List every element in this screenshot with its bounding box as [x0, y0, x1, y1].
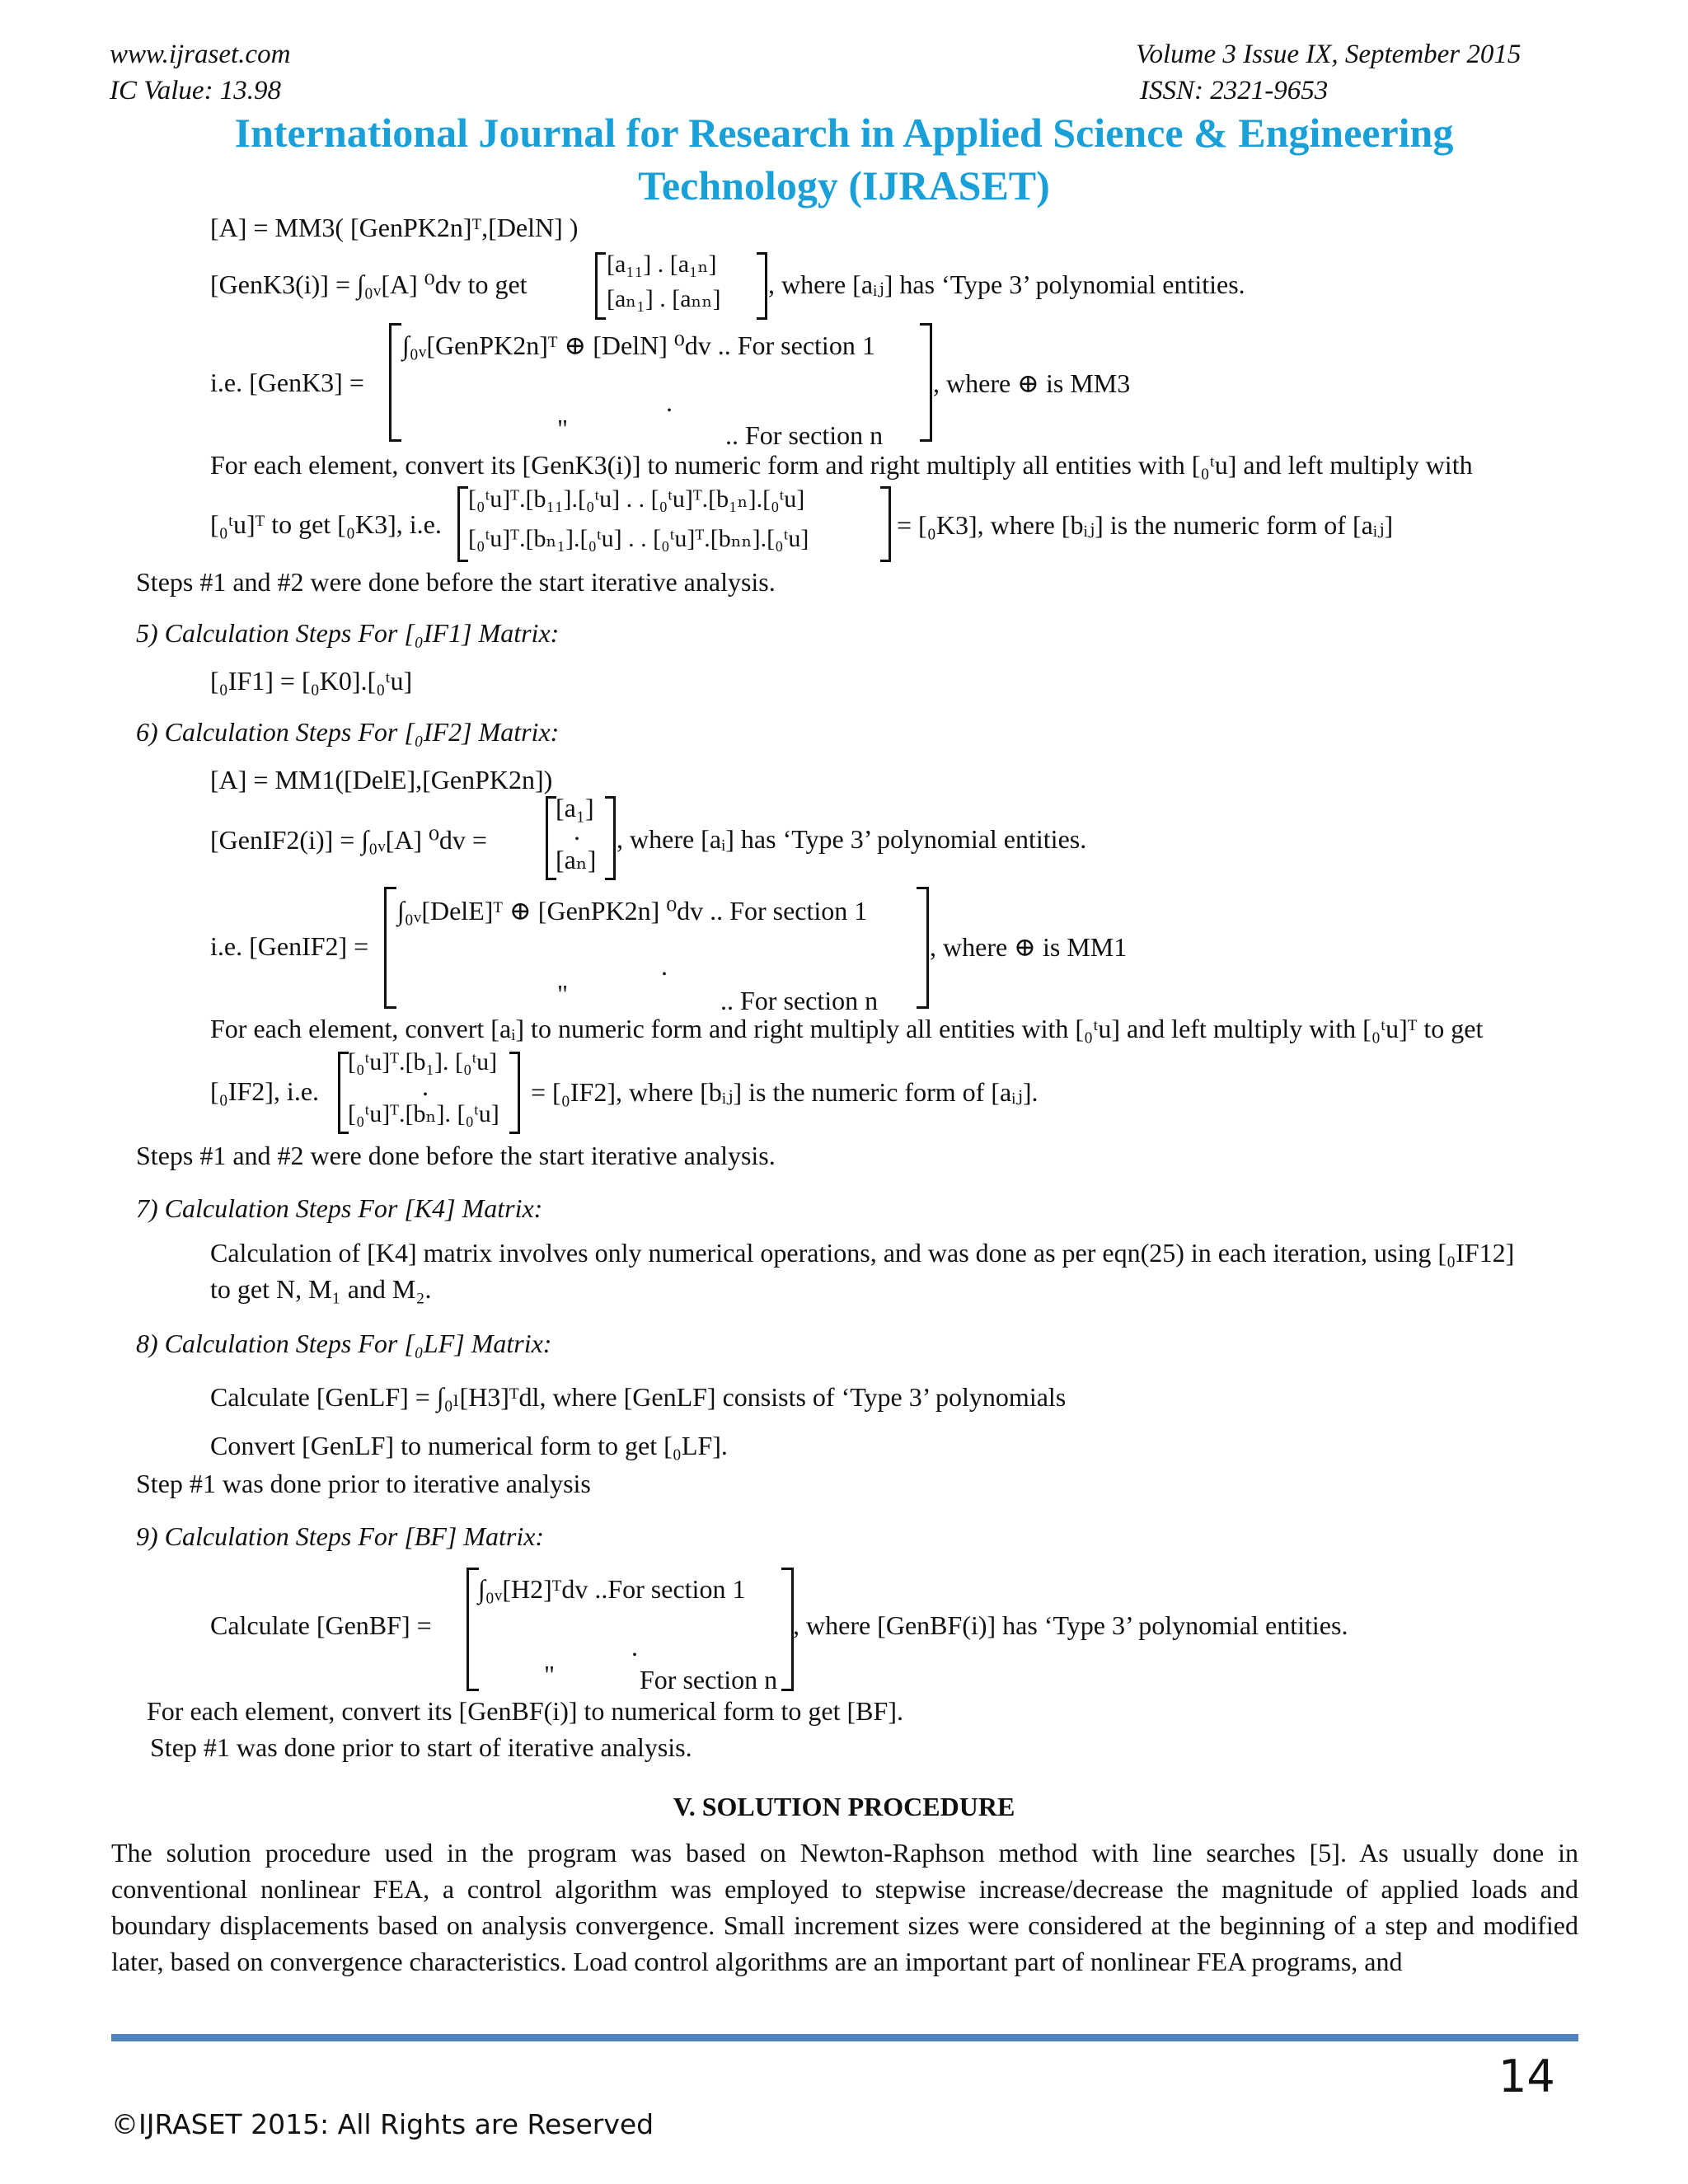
matrix-bracket-right	[605, 796, 616, 880]
matrix-bracket-right	[917, 887, 929, 1009]
genk3-row-ditto: "	[557, 414, 569, 443]
eq-if1: [₀IF1] = [₀K0].[₀ᵗu]	[210, 666, 413, 696]
eq-genif2-lhs: i.e. [GenIF2] =	[210, 931, 369, 961]
genif2i-m3: [aₙ]	[556, 845, 597, 874]
matrix-row-a11: [a₁₁] . [a₁ₙ]	[607, 251, 717, 278]
s8-text-line1: Calculate [GenLF] = ∫₀ₗ[H3]ᵀdl, where [GenLF] consists of ‘Type 3’ polynomials	[210, 1382, 1067, 1412]
genif2-row-dot: .	[661, 951, 668, 981]
eq-genk3-lhs: i.e. [GenK3] =	[210, 368, 364, 397]
genif2i-m2: .	[574, 816, 580, 846]
matrix-row-an1: [aₙ₁] . [aₙₙ]	[607, 285, 721, 312]
if2-conversion-text: For each element, convert [aᵢ] to numeric form and right multiply all entities with [₀ᵗu] and left multiply with [₀ᵗu]ᵀ to get	[210, 1014, 1484, 1043]
section-7-heading: 7) Calculation Steps For [K4] Matrix:	[136, 1193, 543, 1223]
eq-genif2-rhs: , where ⊕ is MM1	[930, 932, 1128, 962]
section-v-heading: V. SOLUTION PROCEDURE	[673, 1792, 1015, 1821]
genk3-row-sectionn: .. For section n	[725, 420, 884, 450]
genif2-row-ditto: "	[557, 979, 569, 1009]
if2-row3: [₀ᵗu]ᵀ.[bₙ]. [₀ᵗu]	[348, 1100, 499, 1127]
section-6-heading: 6) Calculation Steps For [₀IF2] Matrix:	[136, 717, 560, 747]
s8-text-line2: Convert [GenLF] to numerical form to get [₀LF].	[210, 1431, 728, 1460]
issn: ISSN: 2321-9653	[1140, 76, 1329, 105]
ic-value: IC Value: 13.98	[110, 76, 282, 105]
bf-conversion-text: For each element, convert its [GenBF(i)] to numerical form to get [BF].	[147, 1696, 903, 1726]
matrix-bracket-right	[920, 323, 932, 442]
volume-info: Volume 3 Issue IX, September 2015	[1136, 40, 1522, 69]
website-url[interactable]: www.ijraset.com	[110, 40, 291, 69]
k3-lhs: [₀ᵗu]ᵀ to get [₀K3], i.e.	[210, 509, 442, 539]
s7-text-line1: Calculation of [K4] matrix involves only numerical operations, and was done as per eqn(25) in each iteration, using [₀IF12]	[210, 1238, 1515, 1268]
copyright: ©IJRASET 2015: All Rights are Reserved	[111, 2108, 654, 2140]
genbf-row-section1: ∫₀ᵥ[H2]ᵀdv ..For section 1	[478, 1574, 746, 1604]
genif2-row-section1: ∫₀ᵥ[DelE]ᵀ ⊕ [GenPK2n] ⁰dv .. For section 1	[397, 896, 868, 926]
eq-a-mm3: [A] = MM3( [GenPK2n]ᵀ,[DelN] )	[210, 213, 579, 242]
genbf-row-dot: .	[631, 1632, 638, 1661]
if2-lhs: [₀IF2], i.e.	[210, 1076, 320, 1106]
steps-note-if2: Steps #1 and #2 were done before the start iterative analysis.	[136, 1141, 776, 1170]
genif2i-m1: [a₁]	[556, 793, 594, 823]
k3-conversion-text: For each element, convert its [GenK3(i)] to numeric form and right multiply all entities with [₀ᵗu] and left multiply with	[210, 450, 1473, 480]
eq-genbf-rhs: , where [GenBF(i)] has ‘Type 3’ polynomial entities.	[793, 1610, 1348, 1640]
k3-rhs: = [₀K3], where [bᵢⱼ] is the numeric form of [aᵢⱼ]	[897, 510, 1394, 540]
footer-rule	[111, 2034, 1578, 2041]
matrix-bracket-left	[595, 252, 606, 320]
page-number: 14	[1498, 2050, 1555, 2102]
eq-genk3i-rhs: , where [aᵢⱼ] has ‘Type 3’ polynomial entities.	[768, 269, 1245, 299]
k3-row2: [₀ᵗu]ᵀ.[bₙ₁].[₀ᵗu] . . [₀ᵗu]ᵀ.[bₙₙ].[₀ᵗu]	[468, 525, 809, 552]
genif2-row-sectionn: .. For section n	[720, 986, 879, 1015]
genk3-row-dot: .	[666, 387, 673, 417]
s7-text-line2: to get N, M₁ and M₂.	[210, 1274, 432, 1304]
eq-a-mm1: [A] = MM1([DelE],[GenPK2n])	[210, 765, 553, 794]
journal-title-line2: Technology (IJRASET)	[638, 162, 1050, 209]
section-v-paragraph: The solution procedure used in the program was based on Newton-Raphson method with line searches [5]. As usually done in conventional nonlinear FEA, a control algorithm was employed to stepwise increase/decrease the magnitude of applied loads and boundary displacements based on analysis convergence. Small increment sizes were considered at the beginning of a step and modified later, based on convergence characteristics. Load control algorithms are an important part of nonlinear FEA programs, and	[111, 1838, 1578, 1976]
eq-genbf-lhs: Calculate [GenBF] =	[210, 1610, 432, 1640]
section-8-heading: 8) Calculation Steps For [₀LF] Matrix:	[136, 1329, 552, 1358]
bf-step-note: Step #1 was done prior to start of iterative analysis.	[150, 1732, 692, 1762]
section-9-heading: 9) Calculation Steps For [BF] Matrix:	[136, 1521, 545, 1551]
matrix-bracket-right	[509, 1052, 520, 1134]
eq-genif2i-rhs: , where [aᵢ] has ‘Type 3’ polynomial entities.	[617, 824, 1087, 854]
journal-title-line1: International Journal for Research in Applied Science & Engineering	[234, 110, 1454, 156]
if2-rhs: = [₀IF2], where [bᵢⱼ] is the numeric form of [aᵢⱼ].	[531, 1077, 1039, 1107]
s8-step-note: Step #1 was done prior to iterative analysis	[136, 1469, 591, 1498]
if2-row1: [₀ᵗu]ᵀ.[b₁]. [₀ᵗu]	[348, 1048, 498, 1076]
matrix-bracket-right	[880, 486, 891, 562]
eq-genk3-rhs: , where ⊕ is MM3	[933, 368, 1131, 398]
if2-row2: .	[422, 1071, 429, 1101]
k3-row1: [₀ᵗu]ᵀ.[b₁₁].[₀ᵗu] . . [₀ᵗu]ᵀ.[b₁ₙ].[₀ᵗu]	[468, 485, 805, 513]
eq-genif2i-lhs: [GenIF2(i)] = ∫₀ᵥ[A] ⁰dv =	[210, 825, 487, 855]
matrix-bracket-left	[389, 323, 401, 442]
eq-genk3i-lhs: [GenK3(i)] = ∫₀ᵥ[A] ⁰dv to get	[210, 269, 528, 299]
steps-note-k3: Steps #1 and #2 were done before the start iterative analysis.	[136, 567, 776, 597]
genbf-row-ditto: "	[544, 1660, 556, 1690]
genbf-row-sectionn: For section n	[640, 1665, 778, 1694]
matrix-bracket-left	[467, 1568, 479, 1691]
matrix-bracket-left	[384, 887, 396, 1009]
genk3-row-section1: ∫₀ᵥ[GenPK2n]ᵀ ⊕ [DelN] ⁰dv .. For section 1	[402, 330, 875, 360]
matrix-bracket-right	[757, 252, 767, 320]
matrix-bracket-left	[457, 486, 468, 562]
section-5-heading: 5) Calculation Steps For [₀IF1] Matrix:	[136, 618, 560, 648]
matrix-bracket-right	[781, 1568, 794, 1691]
